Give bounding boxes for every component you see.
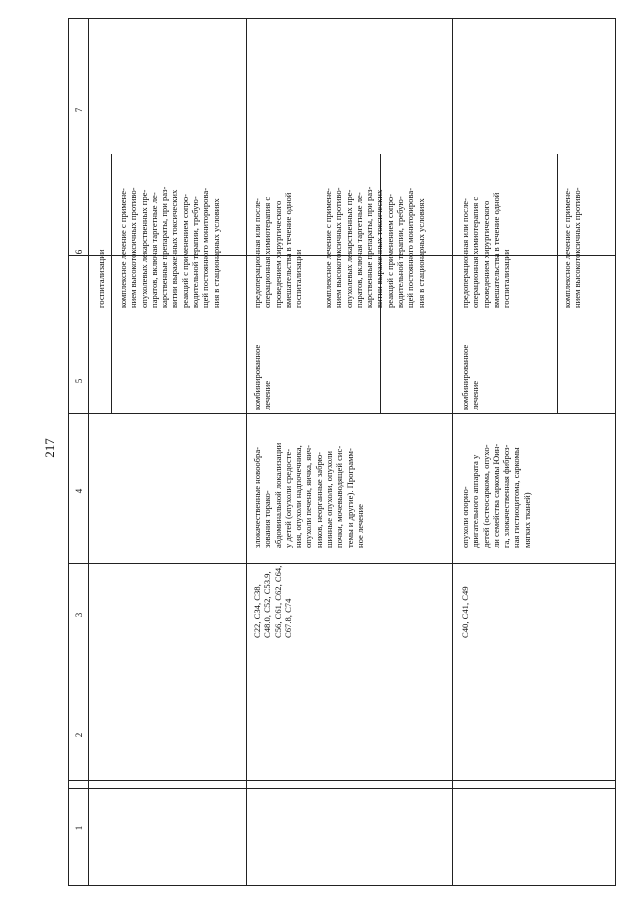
header-num-7: 7 [74, 107, 84, 113]
header-band-divider [88, 18, 89, 886]
row-divider-d [452, 18, 453, 886]
row3-col6b: комплексное лечение с примене- нием высокотоксичных противо- [562, 187, 583, 308]
row2-col6a: предоперационная или после- операционная химиотерапия с проведением хирургического вмешательства в течение одной госпитализации [252, 192, 304, 308]
table-border-right [615, 18, 616, 886]
row2-col5: комбинированное лечение [252, 344, 273, 410]
table-border-bottom [68, 885, 616, 886]
row-divider-b [246, 18, 247, 886]
table-border-top [68, 18, 616, 19]
rotated-table [68, 18, 616, 886]
row3-col6a: предоперационная или после- операционная химиотерапия с проведением хирургического вмешательства в течение одной госпитализации [460, 192, 512, 308]
row1-col6: комплексное лечение с примене- нием высокотоксичных противо- опухолевых лекарственных пре- паратов, включая таргетные ле- карственные препараты, при раз- витии выраженных токсических реакций с применением сопро- водительной терапии, требую- щей постоянного мониторирова- ния в стационарных условиях [118, 186, 221, 308]
row2-col3: C22, C34, C38, C48.0, C52, C53.9, C56, C61, C62, C64, C67.8, C74 [252, 565, 293, 638]
header-num-3: 3 [74, 612, 84, 618]
row2-col6b: комплексное лечение с примене- нием высокотоксичных противо- опухолевых лекарственных пре- паратов, включая таргетные ле- карственные препараты, при раз- витии выраженных токсических реакций с применением сопро- водительной терапии, требую- щей постоянного мониторирова- ния в стационарных условиях [323, 186, 426, 308]
row-divider-e [557, 154, 558, 414]
header-num-5: 5 [74, 378, 84, 384]
row2-col4: злокачественные новообра- зования торако- абдоминальной локализации у детей (опухоли средосте- ния, опухоли надпочечника, опухоли печени, яичка, яич- ников, неорганные забрю- шинные опухоли, опухоли почки, мочевыводящей сис- темы и другие). Программ- ное лечение [252, 442, 365, 548]
row3-col3: C40, C41, C49 [460, 586, 470, 638]
row0-col6: госпитализации [96, 249, 106, 308]
page-number: 217 [42, 438, 57, 458]
header-num-6: 6 [74, 249, 84, 255]
header-num-4: 4 [74, 488, 84, 494]
table-border-left [68, 18, 69, 886]
row-divider-a [111, 154, 112, 414]
row3-col4: опухоли опорно- двигательного аппарата у детей (остеосаркома, опухо- ли семейства саркомы Юин- га, злокачественная фиброз- ная гистиоцитома, саркомы мягких тканей) [460, 443, 532, 548]
col-divider-4-5 [68, 563, 616, 564]
col-divider-3-4 [68, 780, 616, 781]
header-num-2: 2 [74, 732, 84, 738]
header-num-1: 1 [74, 825, 84, 831]
row3-col5: комбинированное лечение [460, 344, 481, 410]
col-divider-2-3 [68, 788, 616, 789]
